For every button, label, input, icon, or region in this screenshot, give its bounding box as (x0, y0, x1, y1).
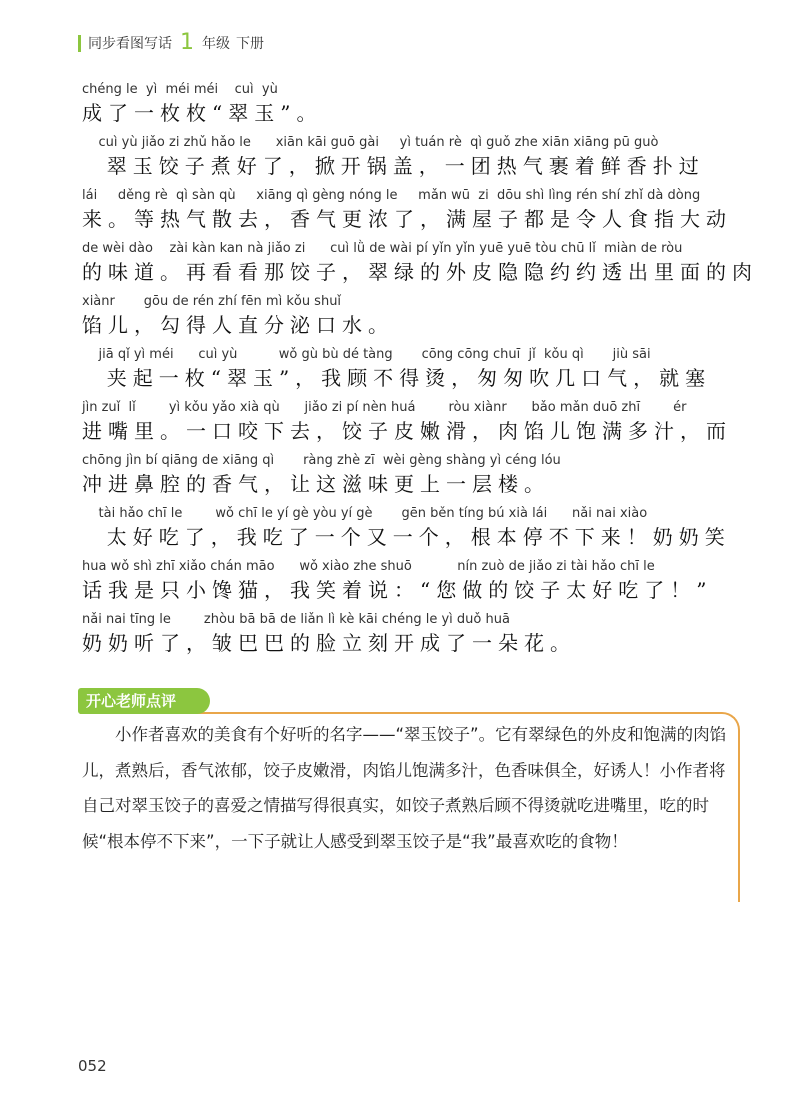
pinyin-line: xiànr gōu de rén zhí fēn mì kǒu shuǐ (82, 294, 342, 309)
review-title: 开心老师点评 (78, 688, 210, 714)
review-text: 小作者喜欢的美食有个好听的名字——“翠玉饺子”。它有翠绿色的外皮和饱满的肉馅儿，煮熟后，香气浓郁，饺子皮嫩滑，肉馅儿饱满多汁，色香味俱全，好诱人！小作者将自己对翠玉饺子的喜爱之情描写得很真实，如饺子煮熟后顾不得烫就吃进嘴里，吃的时候“根本停不下来”，一下子就让人感受到翠玉饺子是“我”最喜欢吃的食物！ (82, 725, 727, 851)
hanzi-line: 的味道。再看看那饺子，翠绿的外皮隐隐约约透出里面的肉 (82, 260, 758, 284)
hanzi-line: 成了一枚枚“翠玉”。 (82, 101, 323, 125)
pinyin-line: nǎi nai tīng le zhòu bā bā de liǎn lì kè kāi chéng le yì duǒ huā (82, 612, 510, 627)
hanzi-line: 翠玉饺子煮好了，掀开锅盖，一团热气裹着鲜香扑过 (82, 154, 705, 178)
hanzi-line: 话我是只小馋猫，我笑着说：“您做的饺子太好吃了！” (82, 578, 713, 602)
text-line (82, 294, 742, 347)
pinyin-line: cuì yù jiǎo zi zhǔ hǎo le xiān kāi guō gài yì tuán rè qì guǒ zhe xiān xiāng pū guò (82, 135, 659, 150)
hanzi-line: 冲进鼻腔的香气，让这滋味更上一层楼。 (82, 472, 550, 496)
hanzi-line: 馅儿，勾得人直分泌口水。 (82, 313, 394, 337)
pinyin-line: hua wǒ shì zhī xiǎo chán māo wǒ xiào zhe shuō nín zuò de jiǎo zi tài hǎo chī le (82, 559, 655, 574)
text-line (82, 347, 742, 400)
pinyin-line: chéng le yì méi méi cuì yù (82, 82, 278, 97)
header-bar (78, 35, 81, 52)
text-line (82, 612, 742, 665)
series-title: 同步看图写话 (88, 36, 172, 52)
text-line (82, 188, 742, 241)
hanzi-line: 夹起一枚“翠玉”，我顾不得烫，匆匆吹几口气，就塞 (82, 366, 712, 390)
hanzi-line: 来。等热气散去，香气更浓了，满屋子都是令人食指大动 (82, 207, 732, 231)
page-header (78, 32, 264, 54)
pinyin-line: jìn zuǐ lǐ yì kǒu yǎo xià qù jiǎo zi pí nèn huá ròu xiànr bǎo mǎn duō zhī ér (82, 400, 687, 415)
text-line (82, 559, 742, 612)
pinyin-line: jiā qǐ yì méi cuì yù wǒ gù bù dé tàng cōng cōng chuī jǐ kǒu qì jiù sāi (82, 347, 651, 362)
pinyin-line: lái děng rè qì sàn qù xiāng qì gèng nóng le mǎn wū zi dōu shì lìng rén shí zhǐ dà dòng (82, 188, 701, 203)
pinyin-line: tài hǎo chī le wǒ chī le yí gè yòu yí gè gēn běn tíng bú xià lái nǎi nai xiào (82, 506, 648, 521)
grade-number: 1 (180, 30, 194, 55)
volume-label: 下册 (236, 36, 264, 52)
text-line (82, 241, 758, 294)
hanzi-line: 奶奶听了，皱巴巴的脸立刻开成了一朵花。 (82, 631, 576, 655)
text-line (82, 135, 742, 188)
hanzi-line: 进嘴里。一口咬下去，饺子皮嫩滑，肉馅儿饱满多汁，而 (82, 419, 732, 443)
grade-label: 年级 (202, 36, 230, 52)
pinyin-line: chōng jìn bí qiāng de xiāng qì ràng zhè zī wèi gèng shàng yì céng lóu (82, 453, 561, 468)
text-line (82, 453, 742, 506)
pinyin-line: de wèi dào zài kàn kan nà jiǎo zi cuì lǜ de wài pí yǐn yǐn yuē yuē tòu chū lǐ miàn de ròu (82, 241, 683, 256)
text-line (82, 506, 742, 559)
text-line (82, 400, 742, 453)
text-line (82, 82, 742, 135)
hanzi-line: 太好吃了，我吃了一个又一个，根本停不下来！奶奶笑 (82, 525, 731, 549)
page-number: 052 (78, 1057, 107, 1075)
story-text (82, 82, 758, 665)
